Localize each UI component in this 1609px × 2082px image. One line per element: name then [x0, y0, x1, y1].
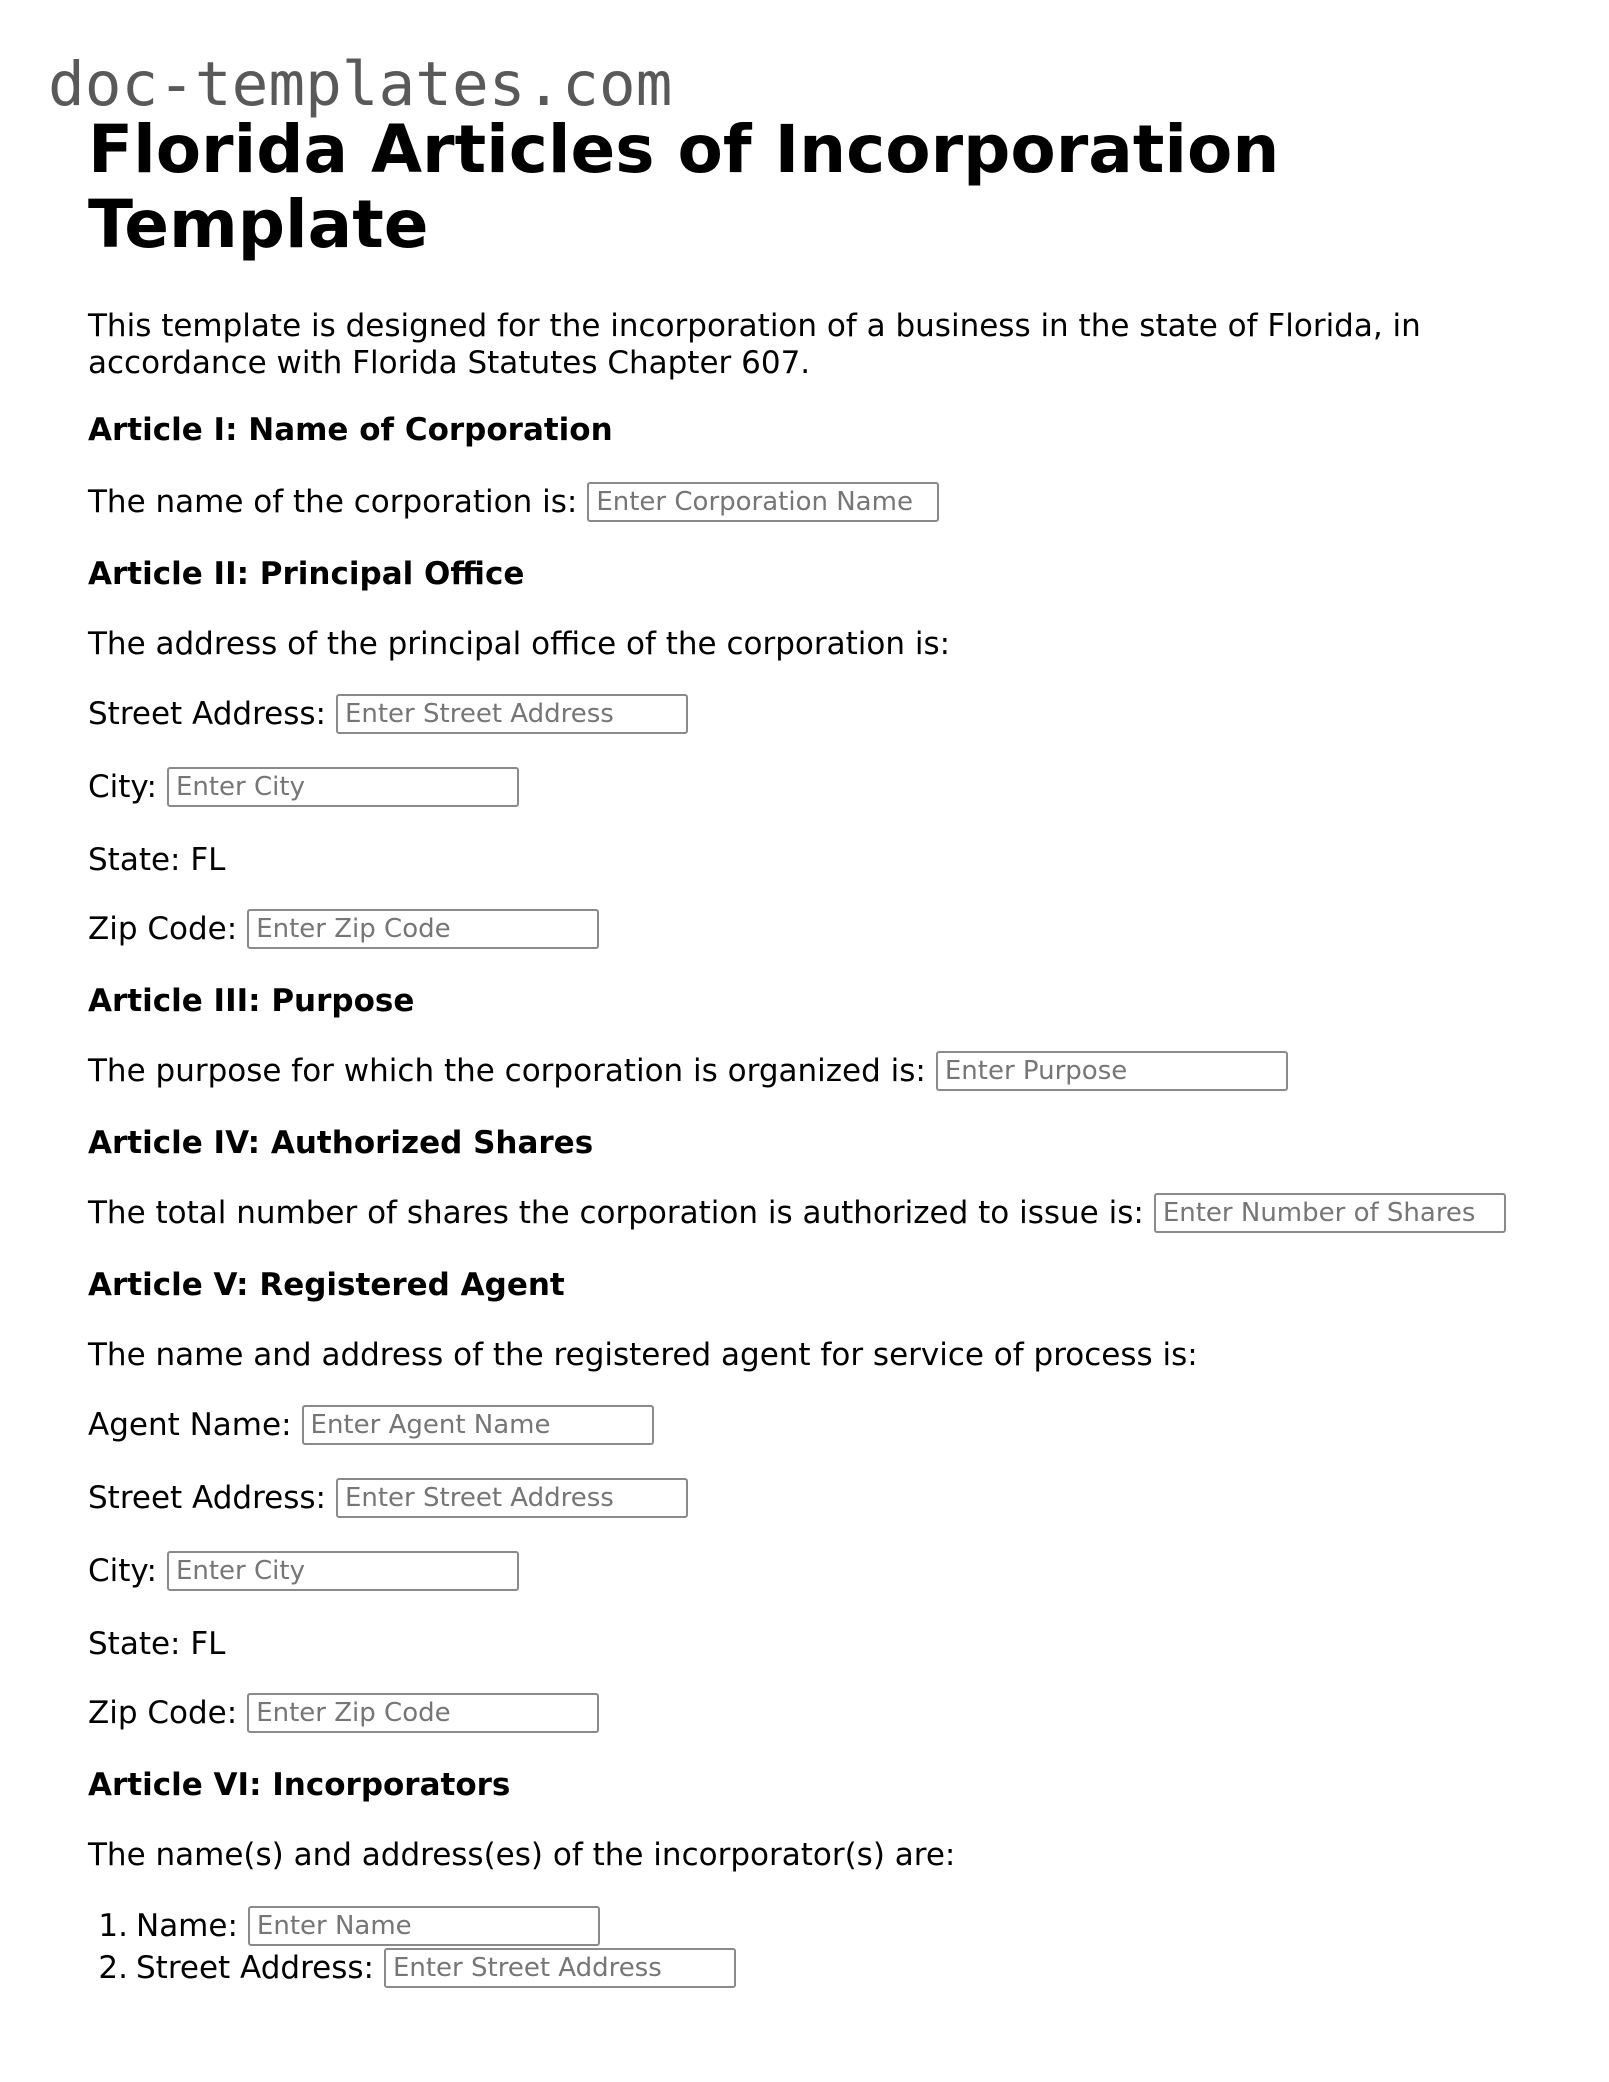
list-item — [88, 1905, 736, 1947]
article-1-heading: Article I: Name of Corporation — [88, 412, 613, 448]
list-item-number: 1. — [98, 1908, 128, 1944]
shares-label: The total number of shares the corporation is authorized to issue is: — [88, 1195, 1144, 1231]
principal-state-text: State: FL — [88, 842, 226, 878]
shares-row — [88, 1193, 1506, 1233]
principal-city-row — [88, 767, 519, 807]
principal-street-label: Street Address: — [88, 696, 326, 732]
principal-city-input[interactable] — [167, 767, 519, 807]
article-4-heading: Article IV: Authorized Shares — [88, 1125, 594, 1161]
principal-street-input[interactable] — [336, 694, 688, 734]
agent-city-row — [88, 1551, 519, 1591]
incorporator-name-label: Name: — [136, 1908, 238, 1944]
principal-zip-row — [88, 909, 599, 949]
corporation-name-input[interactable] — [587, 482, 939, 522]
agent-name-row — [88, 1405, 654, 1445]
registered-agent-text: The name and address of the registered agent for service of process is: — [88, 1337, 1198, 1373]
agent-street-row — [88, 1478, 688, 1518]
agent-city-label: City: — [88, 1553, 157, 1589]
article-6-heading: Article VI: Incorporators — [88, 1767, 511, 1803]
principal-zip-label: Zip Code: — [88, 911, 238, 947]
document-body — [88, 111, 1528, 1986]
corporation-name-row — [88, 482, 939, 522]
page-title: Florida Articles of Incorporation Template — [88, 111, 1280, 263]
agent-zip-label: Zip Code: — [88, 1695, 238, 1731]
shares-input[interactable] — [1154, 1193, 1506, 1233]
incorporators-text: The name(s) and address(es) of the incorporator(s) are: — [88, 1837, 956, 1873]
agent-city-input[interactable] — [167, 1551, 519, 1591]
incorporator-street-input[interactable] — [384, 1948, 736, 1988]
article-2-heading: Article II: Principal Office — [88, 556, 525, 592]
agent-name-input[interactable] — [302, 1405, 654, 1445]
principal-office-text: The address of the principal office of the corporation is: — [88, 626, 951, 662]
principal-street-row — [88, 694, 688, 734]
article-5-heading: Article V: Registered Agent — [88, 1267, 565, 1303]
principal-city-label: City: — [88, 769, 157, 805]
agent-street-input[interactable] — [336, 1478, 688, 1518]
incorporator-name-input[interactable] — [248, 1906, 600, 1946]
agent-street-label: Street Address: — [88, 1480, 326, 1516]
incorporator-street-label: Street Address: — [136, 1950, 374, 1986]
list-item — [88, 1947, 736, 1989]
intro-paragraph: This template is designed for the incorporation of a business in the state of Florida, in accordance with Florida Statutes Chapter 607. — [88, 308, 1421, 381]
purpose-row — [88, 1051, 1288, 1091]
corporation-name-label: The name of the corporation is: — [88, 484, 578, 520]
watermark-text: doc-templates.com — [48, 49, 673, 120]
agent-name-label: Agent Name: — [88, 1407, 292, 1443]
agent-state-text: State: FL — [88, 1626, 226, 1662]
principal-zip-input[interactable] — [247, 909, 599, 949]
purpose-input[interactable] — [936, 1051, 1288, 1091]
agent-zip-input[interactable] — [247, 1693, 599, 1733]
agent-zip-row — [88, 1693, 599, 1733]
incorporators-list — [88, 1905, 736, 1989]
purpose-label: The purpose for which the corporation is organized is: — [88, 1053, 926, 1089]
article-3-heading: Article III: Purpose — [88, 983, 415, 1019]
list-item-number: 2. — [98, 1950, 128, 1986]
